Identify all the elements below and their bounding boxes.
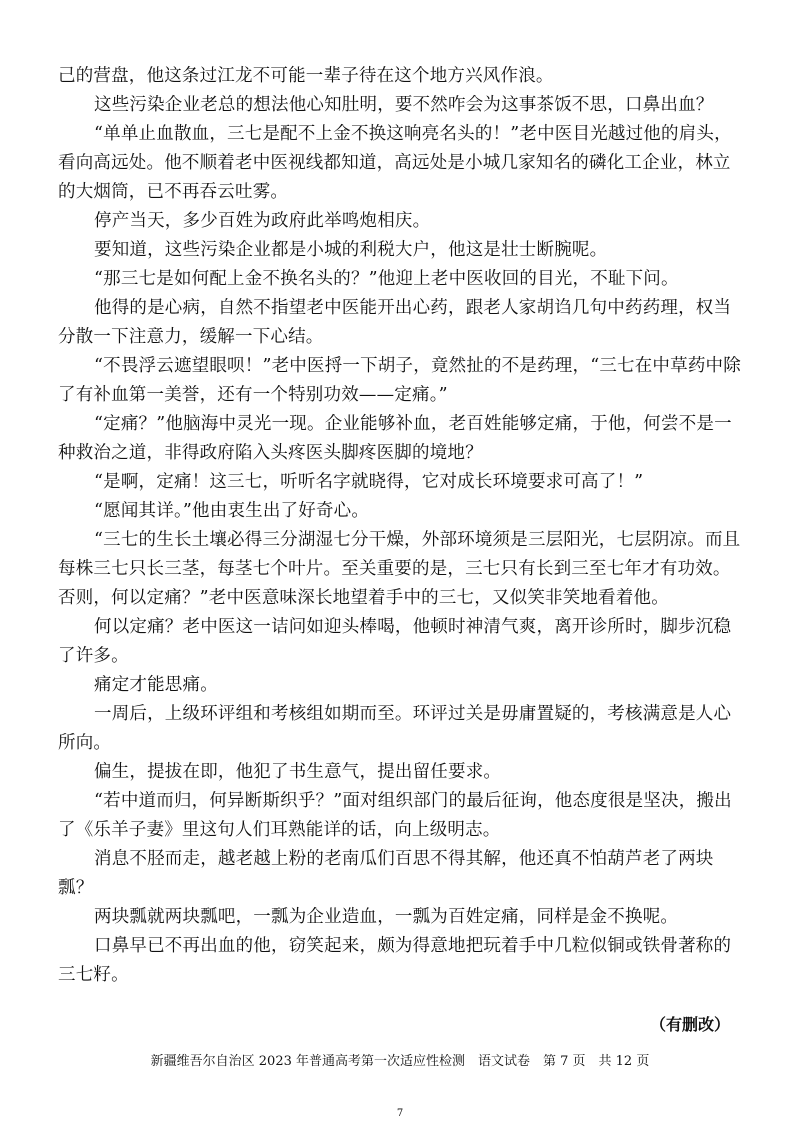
paragraph-8: “不畏浮云遮望眼呗！”老中医捋一下胡子，竟然扯的不是药理，“三七在中草药中除了有补血第一美誉，还有一个特别功效——定痛。” (58, 356, 741, 405)
paragraph-12: “三七的生长土壤必得三分湖湿七分干燥，外部环境须是三层阳光，七层阴凉。而且每株三七只长三茎，每茎七个叶片。至关重要的是，三七只有长到三至七年才有功效。否则，何以定痛？”老中医意味深长地望着手中的三七，又似笑非笑地看着他。 (58, 530, 741, 608)
paragraph-7: 他得的是心病，自然不指望老中医能开出心药，跟老人家胡诌几句中药药理，权当分散一下注意力，缓解一下心结。 (58, 298, 732, 347)
paragraph-19: 两块瓢就两块瓢吧，一瓢为企业造血，一瓢为百姓定痛，同样是金不换呢。 (94, 907, 679, 927)
paragraph-6: “那三七是如何配上金不换名头的？”他迎上老中医收回的目光，不耻下问。 (94, 269, 679, 289)
paragraph-17: “若中道而归，何异断斯织乎？”面对组织部门的最后征询，他态度很是坚决，搬出了《乐羊子妻》里这句人们耳熟能详的话，向上级明志。 (58, 791, 732, 840)
paragraph-15: 一周后，上级环评组和考核组如期而至。环评过关是毋庸置疑的，考核满意是人心所向。 (58, 704, 732, 753)
paragraph-11: “愿闻其详。”他由衷生出了好奇心。 (94, 501, 370, 521)
credit-note: （有删改） (649, 1015, 730, 1034)
paragraph-4: 停产当天，多少百姓为政府此举鸣炮相庆。 (94, 211, 431, 231)
paragraph-18: 消息不胫而走，越老越上粉的老南瓜们百思不得其解，他还真不怕葫芦老了两块瓢？ (58, 849, 714, 898)
paragraph-1: 己的营盘，他这条过江龙不可能一辈子待在这个地方兴风作浪。 (58, 66, 554, 86)
paragraph-2: 这些污染企业老总的想法他心知肚明，要不然咋会为这事茶饭不思，口鼻出血？ (94, 95, 714, 115)
page-footer: 新疆维吾尔自治区 2023 年普通高考第一次适应性检测 语文试卷 第 7 页 共 12 页 (150, 1054, 650, 1069)
paragraph-9: “定痛？”他脑海中灵光一现。企业能够补血，老百姓能够定痛，于他，何尝不是一种救治之道，非得政府陷入头疼医头脚疼医脚的境地？ (58, 414, 732, 463)
paragraph-13: 何以定痛？老中医这一诘问如迎头棒喝，他顿时神清气爽，离开诊所时，脚步沉稳了许多。 (58, 617, 732, 666)
page-number: 7 (396, 1108, 404, 1119)
paragraph-20: 口鼻早已不再出血的他，窃笑起来，颇为得意地把玩着手中几粒似铜或铁骨著称的三七籽。 (58, 936, 732, 985)
paragraph-10: “是啊，定痛！这三七，听听名字就晓得，它对成长环境要求可高了！” (94, 472, 644, 492)
paragraph-5: 要知道，这些污染企业都是小城的利税大户，他这是壮士断腕呢。 (94, 240, 608, 260)
paragraph-14: 痛定才能思痛。 (94, 675, 218, 695)
paragraph-16: 偏生，提拔在即，他犯了书生意气，提出留任要求。 (94, 762, 502, 782)
paragraph-3: “单单止血散血，三七是配不上金不换这响亮名头的！”老中医目光越过他的肩头，看向高远处。他不顺着老中医视线都知道，高远处是小城几家知名的磷化工企业，林立的大烟筒，已不再吞云吐雾。 (58, 124, 732, 202)
